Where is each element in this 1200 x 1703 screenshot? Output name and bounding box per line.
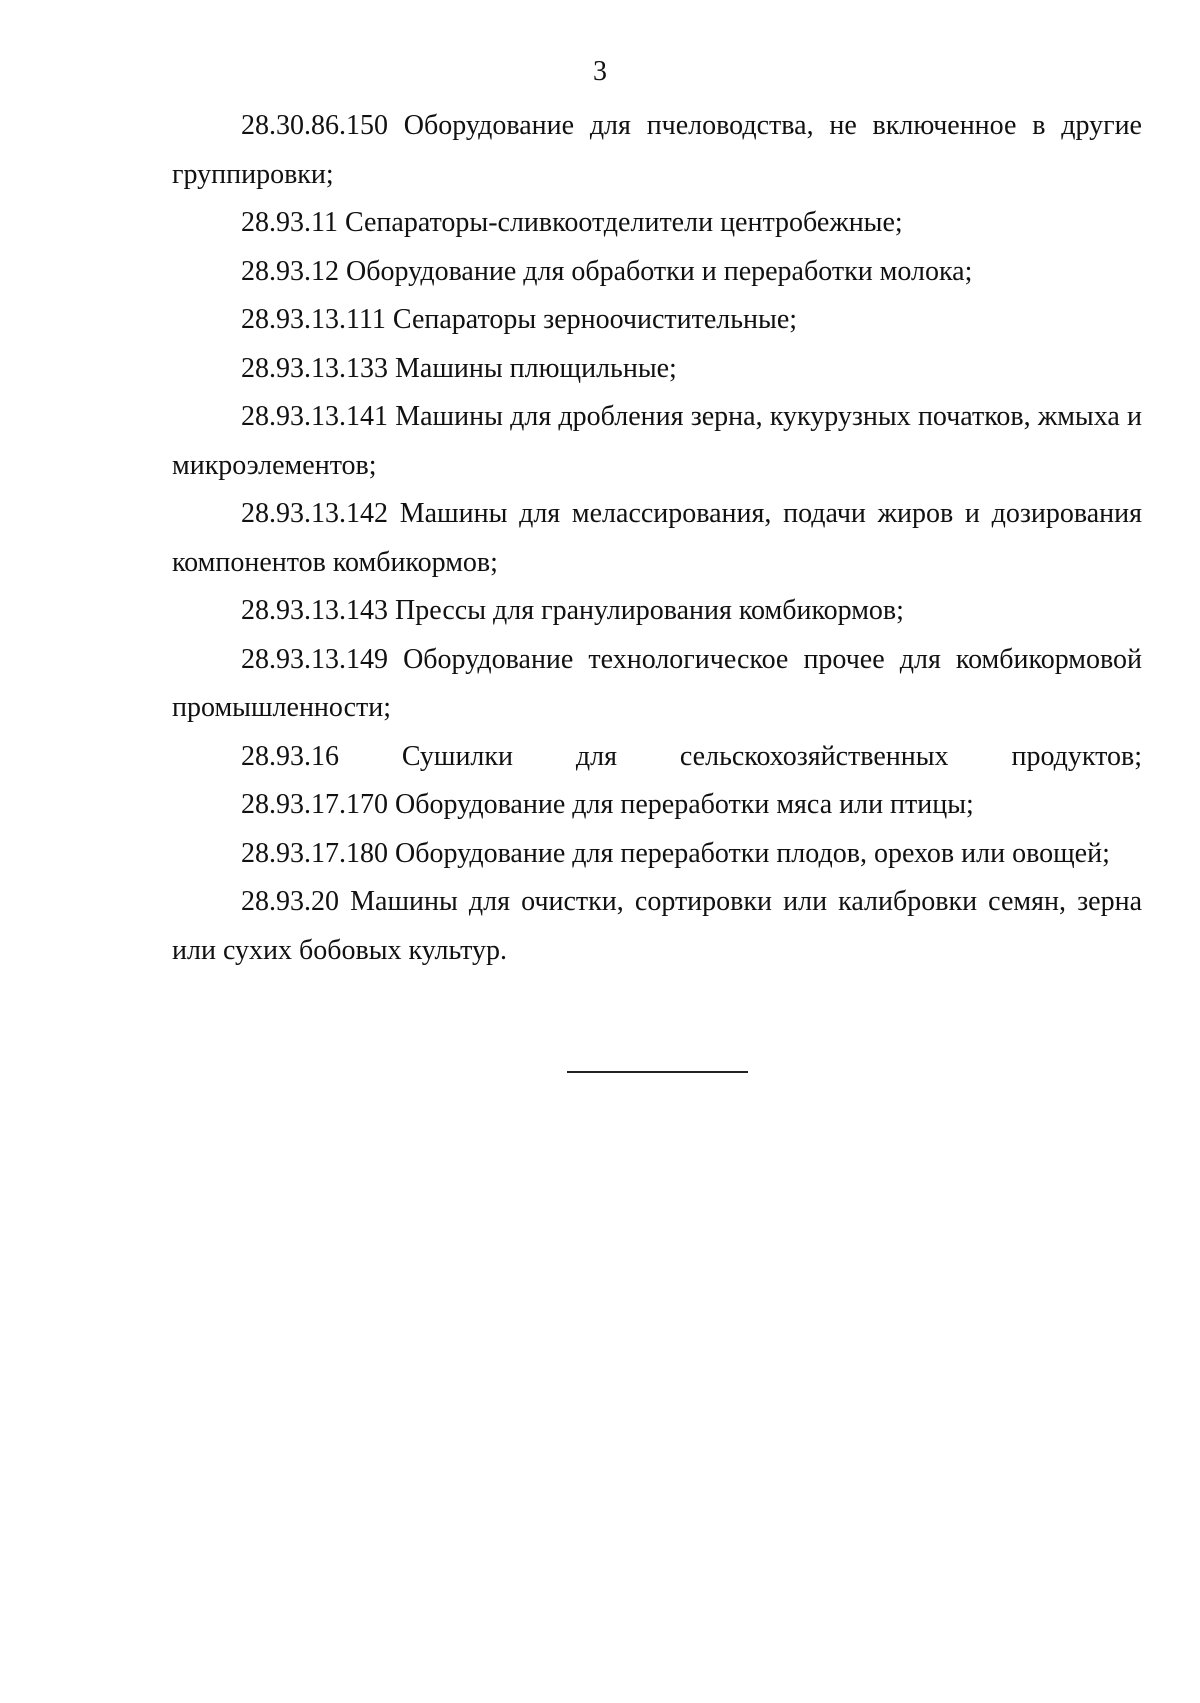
list-item: 28.93.13.149 Оборудование технологическое прочее для комбикормовой промышленности;	[172, 643, 1142, 723]
list-item: 28.93.13.141 Машины для дробления зерна, кукурузных початков, жмыха и микроэлементов;	[172, 401, 1142, 481]
list-item: 28.93.13.142 Машины для мелассирования, подачи жиров и дозирования компонентов комбикормов;	[172, 498, 1142, 578]
list-item: 28.93.13.143 Прессы для гранулирования комбикормов;	[241, 595, 904, 626]
document-body	[172, 102, 1142, 975]
list-item: 28.93.13.111 Сепараторы зерноочистительные;	[241, 304, 798, 335]
list-item: 28.93.17.180 Оборудование для переработки плодов, орехов или овощей;	[241, 837, 1110, 869]
end-separator-line	[567, 1071, 748, 1073]
list-item: 28.93.12 Оборудование для обработки и переработки молока;	[241, 255, 973, 287]
list-item: 28.93.17.170 Оборудование для переработки мяса или птицы;	[241, 789, 974, 820]
list-item: 28.30.86.150 Оборудование для пчеловодства, не включенное в другие группировки;	[172, 110, 1142, 190]
list-item: 28.93.16 Сушилки для сельскохозяйственных продуктов;	[241, 740, 1142, 772]
list-item: 28.93.13.133 Машины плющильные;	[241, 352, 677, 384]
list-item: 28.93.11 Сепараторы-сливкоотделители центробежные;	[241, 207, 903, 238]
list-item: 28.93.20 Машины для очистки, сортировки или калибровки семян, зерна или сухих бобовых культур.	[172, 886, 1142, 966]
page-number: 3	[593, 56, 607, 87]
